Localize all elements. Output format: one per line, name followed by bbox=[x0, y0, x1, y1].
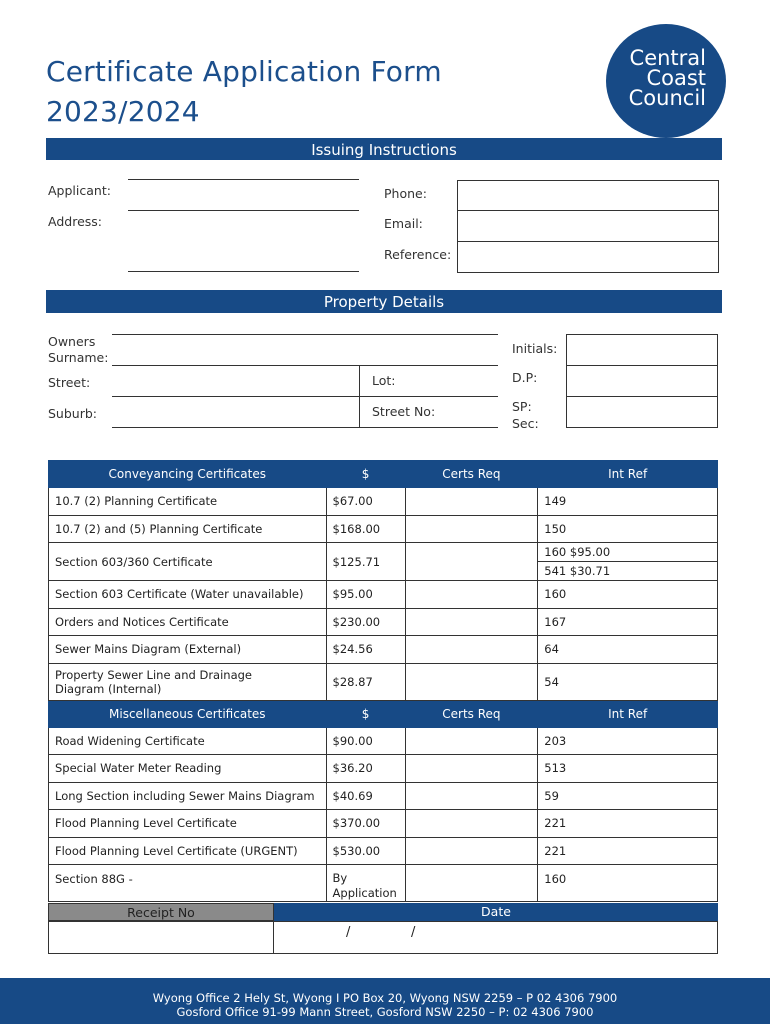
suburb-label: Suburb: bbox=[48, 406, 97, 421]
cert-price: $90.00 bbox=[326, 727, 405, 755]
dp-field[interactable] bbox=[566, 366, 718, 397]
certs-req-field[interactable] bbox=[405, 608, 538, 636]
cert-name: 10.7 (2) and (5) Planning Certificate bbox=[49, 515, 327, 543]
form-title bbox=[46, 52, 442, 132]
table-row bbox=[49, 782, 718, 810]
table-row bbox=[49, 837, 718, 865]
footer bbox=[0, 978, 770, 1024]
applicant-field-top[interactable] bbox=[128, 179, 359, 180]
certs-req-field[interactable] bbox=[405, 663, 538, 700]
logo-text-3: Council bbox=[628, 86, 706, 110]
certs-req-field[interactable] bbox=[405, 837, 538, 865]
certs-req-field[interactable] bbox=[405, 581, 538, 609]
misc-int-ref-header: Int Ref bbox=[538, 700, 718, 727]
cert-name: 10.7 (2) Planning Certificate bbox=[49, 488, 327, 516]
address-label: Address: bbox=[48, 214, 102, 229]
misc-header-row bbox=[49, 700, 718, 727]
cert-name-line-1: Property Sewer Line and Drainage bbox=[55, 667, 253, 682]
lot-label[interactable]: Lot: bbox=[372, 373, 396, 388]
table-row bbox=[49, 543, 718, 581]
cert-name: Flood Planning Level Certificate bbox=[49, 810, 327, 838]
int-ref: 513 bbox=[538, 755, 718, 783]
int-ref: 167 bbox=[538, 608, 718, 636]
conveyancing-header-row bbox=[49, 461, 718, 488]
misc-price-header: $ bbox=[326, 700, 405, 727]
table-row bbox=[49, 488, 718, 516]
reference-field[interactable] bbox=[457, 242, 719, 273]
certs-req-field[interactable] bbox=[405, 727, 538, 755]
owners-surname-field[interactable] bbox=[112, 365, 498, 366]
certs-req-field[interactable] bbox=[405, 810, 538, 838]
certs-req-field[interactable] bbox=[405, 782, 538, 810]
cert-name: Section 88G - bbox=[49, 865, 327, 902]
int-ref-b: 541 $30.71 bbox=[544, 564, 611, 578]
table-row bbox=[49, 515, 718, 543]
table-row bbox=[49, 663, 718, 700]
title-line-1: Certificate Application Form bbox=[46, 55, 442, 88]
cert-name: Flood Planning Level Certificate (URGENT) bbox=[49, 837, 327, 865]
receipt-no-field[interactable] bbox=[48, 921, 274, 954]
phone-label: Phone: bbox=[384, 186, 427, 201]
int-ref-split bbox=[538, 543, 718, 581]
int-ref: 149 bbox=[538, 488, 718, 516]
owners-surname-label bbox=[48, 334, 108, 366]
date-field[interactable] bbox=[274, 921, 718, 954]
address-field[interactable] bbox=[128, 271, 359, 272]
table-row bbox=[49, 810, 718, 838]
cert-price: $36.20 bbox=[326, 755, 405, 783]
certificates-table bbox=[48, 460, 718, 902]
receipt-no-header: Receipt No bbox=[48, 903, 274, 921]
cert-price bbox=[326, 865, 405, 902]
applicant-field[interactable] bbox=[128, 210, 359, 211]
date-separator-2: / bbox=[411, 925, 416, 940]
email-label: Email: bbox=[384, 216, 423, 231]
reference-label: Reference: bbox=[384, 247, 452, 262]
certs-req-header: Certs Req bbox=[405, 461, 538, 488]
cert-price: $95.00 bbox=[326, 581, 405, 609]
title-line-2: 2023/2024 bbox=[46, 95, 200, 128]
cert-price: $28.87 bbox=[326, 663, 405, 700]
int-ref-a: 160 $95.00 bbox=[538, 543, 717, 562]
int-ref: 160 bbox=[538, 865, 718, 902]
date-header: Date bbox=[274, 903, 718, 921]
cert-price: $230.00 bbox=[326, 608, 405, 636]
date-separator-1: / bbox=[346, 925, 351, 940]
property-details-heading: Property Details bbox=[46, 290, 722, 313]
certs-req-field[interactable] bbox=[405, 755, 538, 783]
cert-name: Section 603/360 Certificate bbox=[49, 543, 327, 581]
certs-req-field[interactable] bbox=[405, 636, 538, 664]
cert-price: $24.56 bbox=[326, 636, 405, 664]
table-row bbox=[49, 865, 718, 902]
street-label: Street: bbox=[48, 375, 91, 390]
table-row bbox=[49, 581, 718, 609]
cert-price: $370.00 bbox=[326, 810, 405, 838]
certs-req-field[interactable] bbox=[405, 865, 538, 902]
lot-divider bbox=[359, 366, 360, 428]
certs-req-field[interactable] bbox=[405, 488, 538, 516]
cert-name-line-2: Diagram (Internal) bbox=[55, 681, 162, 696]
footer-wyong-office: Wyong Office 2 Hely St, Wyong I PO Box 20, Wyong NSW 2259 – P 02 4306 7900 bbox=[152, 991, 618, 1005]
email-field[interactable] bbox=[457, 211, 719, 242]
cert-name: Orders and Notices Certificate bbox=[49, 608, 327, 636]
conveyancing-header: Conveyancing Certificates bbox=[49, 461, 327, 488]
initials-label: Initials: bbox=[512, 341, 558, 356]
logo-text-1: Central bbox=[629, 46, 706, 70]
cert-name: Section 603 Certificate (Water unavailable) bbox=[49, 581, 327, 609]
int-ref: 160 bbox=[538, 581, 718, 609]
table-row bbox=[49, 608, 718, 636]
misc-header: Miscellaneous Certificates bbox=[49, 700, 327, 727]
int-ref-header: Int Ref bbox=[538, 461, 718, 488]
street-no-label[interactable]: Street No: bbox=[372, 404, 436, 419]
int-ref: 64 bbox=[538, 636, 718, 664]
phone-field[interactable] bbox=[457, 180, 719, 211]
int-ref: 221 bbox=[538, 810, 718, 838]
cert-name: Sewer Mains Diagram (External) bbox=[49, 636, 327, 664]
cert-name bbox=[49, 663, 327, 700]
certs-req-field[interactable] bbox=[405, 515, 538, 543]
council-logo bbox=[606, 24, 726, 138]
table-row bbox=[49, 636, 718, 664]
street-field[interactable] bbox=[112, 396, 498, 397]
price-header: $ bbox=[326, 461, 405, 488]
cert-price: $168.00 bbox=[326, 515, 405, 543]
int-ref: 59 bbox=[538, 782, 718, 810]
table-row bbox=[49, 755, 718, 783]
int-ref: 150 bbox=[538, 515, 718, 543]
cert-price: $40.69 bbox=[326, 782, 405, 810]
dp-label: D.P: bbox=[512, 370, 538, 385]
owners-label: Owners bbox=[48, 334, 96, 349]
cert-name: Road Widening Certificate bbox=[49, 727, 327, 755]
sec-label: Sec: bbox=[512, 416, 539, 431]
certs-req-field[interactable] bbox=[405, 543, 538, 581]
issuing-instructions-heading: Issuing Instructions bbox=[46, 138, 722, 160]
sp-sec-field[interactable] bbox=[566, 397, 718, 428]
cert-price-line-1: By bbox=[332, 871, 348, 885]
cert-price-line-2: Application bbox=[332, 886, 397, 900]
cert-name: Special Water Meter Reading bbox=[49, 755, 327, 783]
misc-certs-req-header: Certs Req bbox=[405, 700, 538, 727]
suburb-field[interactable] bbox=[112, 427, 498, 428]
initials-field[interactable] bbox=[566, 334, 718, 366]
int-ref: 221 bbox=[538, 837, 718, 865]
surname-label: Surname: bbox=[48, 350, 109, 365]
cert-name: Long Section including Sewer Mains Diagram bbox=[49, 782, 327, 810]
table-row bbox=[49, 727, 718, 755]
cert-price: $530.00 bbox=[326, 837, 405, 865]
applicant-label: Applicant: bbox=[48, 183, 111, 198]
sp-label: SP: bbox=[512, 399, 532, 414]
footer-gosford-office: Gosford Office 91-99 Mann Street, Gosford NSW 2250 – P: 02 4306 7900 bbox=[176, 1005, 594, 1019]
int-ref: 203 bbox=[538, 727, 718, 755]
logo-text-2: Coast bbox=[646, 66, 706, 90]
sp-sec-label bbox=[512, 398, 539, 432]
cert-price: $67.00 bbox=[326, 488, 405, 516]
owners-field-top[interactable] bbox=[112, 334, 498, 335]
int-ref: 54 bbox=[538, 663, 718, 700]
cert-price: $125.71 bbox=[326, 543, 405, 581]
